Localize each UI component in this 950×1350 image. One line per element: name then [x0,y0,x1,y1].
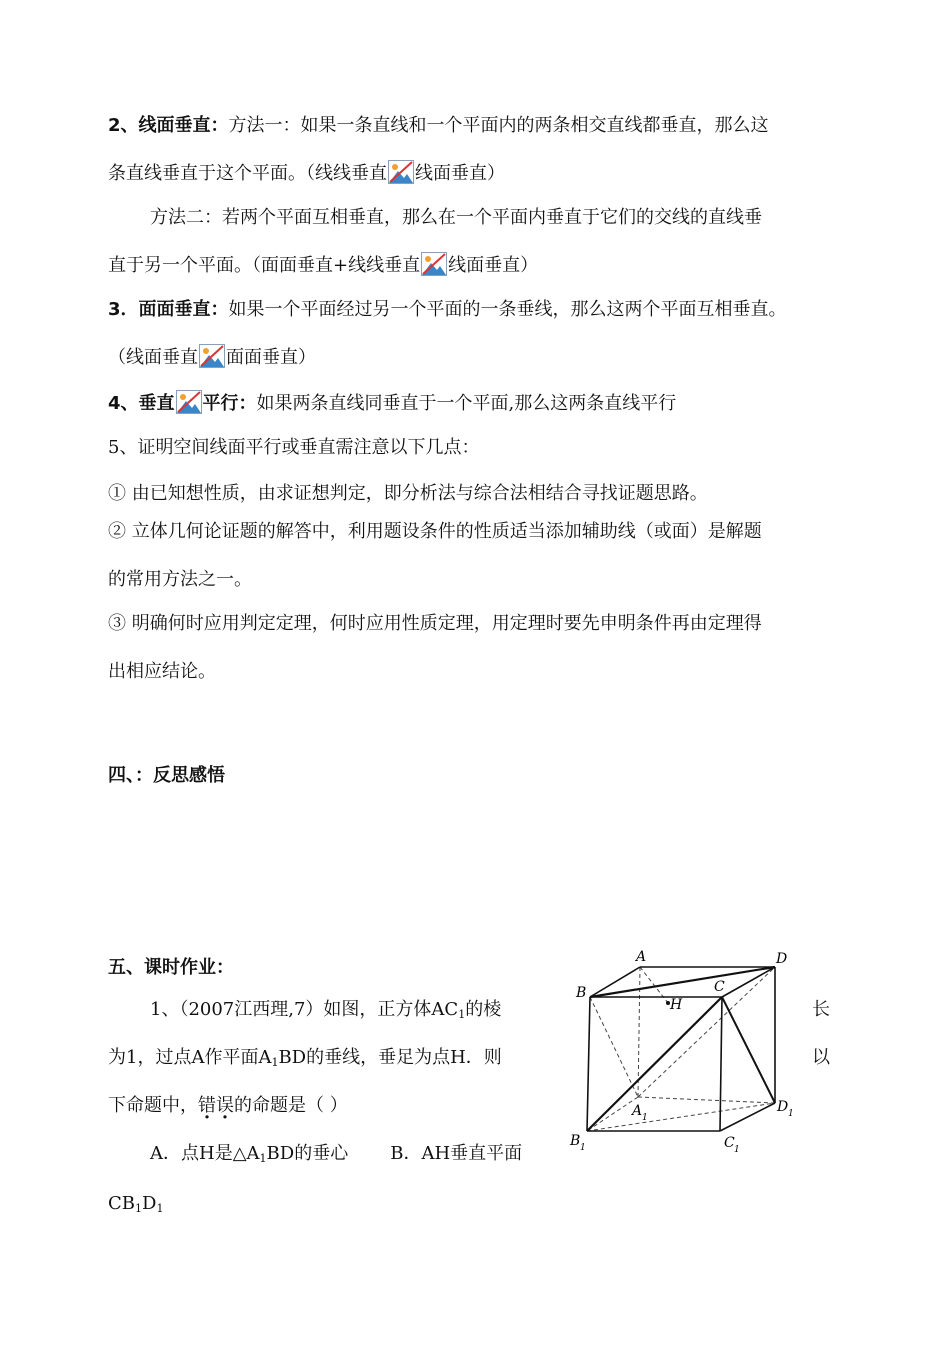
q1-line3 [108,1094,348,1118]
q1-line3-pre: 下命题中， [108,1095,198,1116]
s2-line1 [108,114,769,138]
label-b: B [576,985,587,1001]
image-placeholder-icon [176,390,202,414]
hidden-edges [587,967,775,1131]
cube-figure [560,945,810,1160]
s2-method1-b-post: 线面垂直） [415,163,505,184]
s5-point3-a: ③ 明确何时应用判定定理，何时应用性质定理，用定理时要先申明条件再由定理得 [108,613,762,634]
image-placeholder-icon [199,344,225,368]
option-b: B．AH垂直平面 [390,1143,523,1164]
q1-line1-pre: 1、（2007江西理,7）如图，正方体AC [150,999,459,1020]
s2-method2-a: 方法二：若两个平面互相垂直，那么在一个平面内垂直于它们的交线的直线垂 [150,207,762,228]
q1-line2 [108,1046,502,1075]
s3-num: 3． [108,299,139,320]
label-b1: B [570,1133,581,1149]
q1-line2-pre: 为1，过点A作平面A [108,1047,272,1068]
label-b1-sub: 1 [580,1143,586,1153]
s4-post: 平行 [202,393,239,414]
section4-title: 四、：反思感悟 [108,765,225,786]
q1-line1 [150,998,501,1027]
s3-b-post: 面面垂直） [226,347,316,368]
s3-line2 [108,344,316,370]
s2-method2-b-post: 线面垂直） [448,255,539,276]
label-a1: A [632,1103,643,1119]
option-b-cont-a: CB [108,1193,135,1214]
label-d1-sub: 1 [788,1109,794,1119]
s2-line2 [108,160,505,186]
s5-point3-b: 出相应结论。 [108,661,216,682]
s5-point1: ① 由已知想性质，由求证想判定，即分析法与综合法相结合寻找证题思路。 [108,483,708,504]
option-b-cont-sub2: 1 [156,1202,164,1215]
option-a-post: BD的垂心 [266,1143,349,1164]
s3-colon: ： [210,299,229,320]
label-d1: D [777,1099,789,1115]
label-a: A [636,949,647,965]
label-h: H [670,997,683,1013]
emphasis-char: 误 [216,1095,234,1116]
s4-pre: 4、垂直 [108,393,175,414]
s4-text: 如果两条直线同垂直于一个平面,那么这两条直线平行 [256,393,677,414]
s2-num: 2、 [108,115,139,136]
image-placeholder-icon [388,160,414,184]
q1-line2-post: BD的垂线，垂足为点H．则 [278,1047,502,1068]
section5-title: 五、课时作业： [108,957,234,978]
s3-title: 面面垂直 [138,299,211,320]
s5-title: 5、证明空间线面平行或垂直需注意以下几点： [108,437,480,458]
label-c1-sub: 1 [734,1145,740,1155]
emphasis-char: 错 [198,1095,216,1116]
s2-method1-a: 方法一：如果一条直线和一个平面内的两条相交直线都垂直，那么这 [228,115,769,136]
option-b-cont [108,1192,163,1221]
option-a-pre: A．点H是△A [150,1143,260,1164]
s2-colon: ： [210,115,229,136]
s2-method1-b-pre: 条直线垂直于这个平面。（线线垂直 [108,163,387,184]
s3-b-pre: （线面垂直 [108,347,198,368]
s5-point2-a: ② 立体几何论证题的解答中，利用题设条件的性质适当添加辅助线（或面）是解题 [108,521,762,542]
label-a1-sub: 1 [642,1113,648,1123]
s5-point2-b: 的常用方法之一。 [108,569,252,590]
q1-line1-tail: 长 [812,999,830,1020]
s3-line1 [108,298,787,322]
q1-options [150,1142,522,1171]
q1-line2-tail: 以 [812,1047,830,1068]
image-placeholder-icon [421,252,447,276]
q1-line3-post: 的命题是（ ） [234,1095,348,1116]
s2-title: 线面垂直 [138,115,211,136]
s2-line4 [108,252,538,278]
label-c1: C [724,1135,735,1151]
option-b-cont-b: D [142,1193,157,1214]
s4-line [108,390,676,416]
q1-line1-sub: 1 [458,1008,466,1021]
label-c: C [714,979,725,995]
s2-line3 [150,206,762,230]
q1-line1-post: 的棱 [465,999,502,1020]
s3-text: 如果一个平面经过另一个平面的一条垂线，那么这两个平面互相垂直。 [228,299,787,320]
s4-colon: ： [238,393,257,414]
q1-line2-sub: 1 [271,1056,279,1069]
s2-method2-b-pre: 直于另一个平面。（面面垂直+线线垂直 [108,255,421,276]
option-a-sub: 1 [259,1152,267,1165]
label-d: D [776,951,788,967]
option-b-cont-sub1: 1 [135,1202,142,1215]
